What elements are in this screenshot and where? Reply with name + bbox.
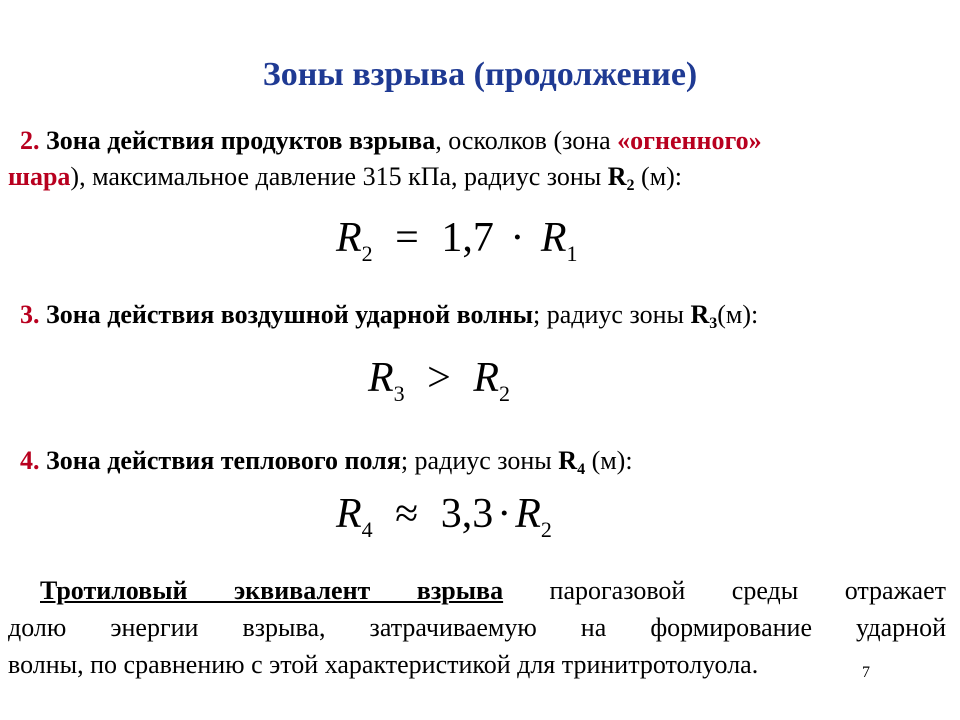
page-number: 7 <box>862 664 870 681</box>
slide-title: Зоны взрыва (продолжение) <box>262 56 698 93</box>
item-3-text: ; радиус зоны <box>533 300 691 329</box>
paragraph-line-2: долю энергии взрыва, затрачиваемую на формирование ударной <box>8 613 946 642</box>
item-4-text: ; радиус зоны <box>400 446 559 475</box>
formula-r4: $R_4 \approx 3,3\cdot R_2$ <box>336 491 552 542</box>
item-2-heading: Зона действия продуктов взрыва <box>46 126 436 155</box>
item-2-fireball-word-2: шара <box>8 162 71 191</box>
item-2-rest: ), максимальное давление 315 кПа, радиус зоны <box>70 162 608 191</box>
item-2-line-2 <box>8 162 682 195</box>
item-3-heading: Зона действия воздушной ударной волны <box>46 300 534 329</box>
tnt-equivalent-term: Тротиловый эквивалент взрыва <box>40 576 504 605</box>
item-2-line-1 <box>20 126 762 156</box>
paragraph-line-3: волны, по сравнению с этой характеристикой для тринитротолуола. <box>8 650 759 679</box>
item-4-number: 4. <box>20 446 40 475</box>
formula-r2: $R_2 = 1,7 \cdot R_1$ <box>336 215 578 266</box>
item-4-line <box>20 446 633 479</box>
item-2-number: 2. <box>20 126 40 155</box>
item-4-tail: (м): <box>585 446 633 475</box>
item-4-radius-label: $R_4$ <box>558 446 586 478</box>
item-3-number: 3. <box>20 300 40 329</box>
item-2-tail: (м): <box>634 162 683 191</box>
item-3-radius-label: $R_3$ <box>690 300 718 332</box>
item-4-heading: Зона действия теплового поля <box>46 446 401 475</box>
item-2-text: , осколков (зона <box>435 126 618 155</box>
item-3-tail: (м): <box>717 300 759 329</box>
item-3-line <box>20 300 758 333</box>
item-2-radius-label: $R_2$ <box>607 162 635 194</box>
paragraph-line-1: Тротиловый эквивалент взрыва парогазовой среды отражает <box>40 576 946 605</box>
tnt-equivalent-paragraph <box>8 572 946 683</box>
formula-r3: $R_3 > R_2$ <box>368 355 510 406</box>
item-2-fireball-word: «огненного» <box>617 126 762 155</box>
